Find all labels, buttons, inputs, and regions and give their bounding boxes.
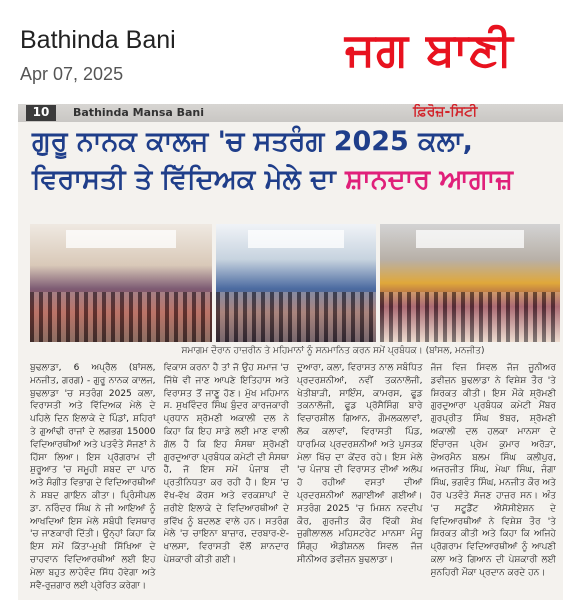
photo-crowd: [30, 292, 212, 342]
headline-line-2-accent: ਸ਼ਾਨਦਾਰ ਆਗਾਜ਼: [345, 164, 513, 195]
section-name: Bathinda Mansa Bani: [73, 106, 205, 119]
article-body: [30, 362, 556, 600]
newspaper-clipping: [18, 104, 563, 600]
headline-line-2-main: ਵਿਰਾਸਤੀ ਤੇ ਵਿੱਦਿਅਕ ਮੇਲੇ ਦਾ: [32, 164, 346, 195]
photo-crowd: [380, 292, 560, 342]
photo-banner: [248, 230, 344, 248]
event-photo-audience: [30, 224, 212, 342]
photo-crowd: [216, 292, 376, 342]
event-photo-stage: [380, 224, 560, 342]
app-header: [0, 0, 563, 104]
photo-caption: ਸਮਾਗਮ ਦੌਰਾਨ ਹਾਜ਼ਰੀਨ ਤੇ ਮਹਿਮਾਨਾਂ ਨੂੰ ਸਨਮਾਨਿਤ ਕਰਨ ਸਮੇਂ ਪ੍ਰਬੰਧਕ। (ਬਾਂਸਲ, ਮਨਜੀਤ): [181, 346, 485, 356]
page-number: 10: [26, 105, 56, 121]
event-photo-hall: [216, 224, 376, 342]
article-column-1: ਬੁਢਲਾਡਾ, 6 ਅਪ੍ਰੈਲ (ਬਾਂਸਲ, ਮਨਜੀਤ, ਗਰਗ) - ਗੁਰੂ ਨਾਨਕ ਕਾਲਜ, ਬੁਢਲਾਡਾ 'ਚ ਸਤਰੰਗ 2025 ਕਲਾ, ਵਿਰਾਸਤੀ ਅਤੇ ਵਿੱਦਿਅਕ ਮੇਲੇ ਦੇ ਪਹਿਲੇ ਦਿਨ ਇਲਾਕੇ ਦੇ ਪਿੰਡਾਂ, ਸ਼ਹਿਰਾਂ ਤੇ ਗੁਆਂਢੀ ਰਾਜਾਂ ਦੇ ਲਗਭਗ 15000 ਵਿਦਿਆਰਥੀਆਂ ਅਤੇ ਪਤਵੰਤੇ ਸੱਜਣਾਂ ਨੇ ਹਿੱਸਾ ਲਿਆ। ਇਸ ਪ੍ਰੋਗਰਾਮ ਦੀ ਸ਼ੁਰੂਆਤ 'ਚ ਸਮੂਹੀ ਸ਼ਬਦ ਦਾ ਪਾਠ ਅਤੇ ਸੰਗੀਤ ਵਿਭਾਗ ਦੇ ਵਿਦਿਆਰਥੀਆਂ ਨੇ ਸ਼ਬਦ ਗਾਇਨ ਕੀਤਾ। ਪ੍ਰਿੰਸੀਪਲ ਡਾ. ਨਰਿੰਦਰ ਸਿੰਘ ਨੇ ਜੀ ਆਇਆਂ ਨੂੰ ਆਖਦਿਆਂ ਇਸ ਮੇਲੇ ਸਬੰਧੀ ਵਿਸਥਾਰ 'ਚ ਜਾਣਕਾਰੀ ਦਿੱਤੀ। ਉਨ੍ਹਾਂ ਕਿਹਾ ਕਿ ਇਸ ਸਮੇਂ ਕਿੱਤਾ-ਮੁਖੀ ਸਿੱਖਿਆ ਦੇ ਚਾਹਵਾਨ ਵਿਦਿਆਰਥੀਆਂ ਲਈ ਇਹ ਮੇਲਾ ਬਹੁਤ ਲਾਹੇਵੰਦ ਸਿੱਧ ਹੋਵੇਗਾ ਅਤੇ ਸਵੈ-ਰੁਜ਼ਗਾਰ ਲਈ ਪ੍ਰੇਰਿਤ ਕਰੇਗਾ।: [30, 363, 156, 591]
article-column-2: ਵਿਕਾਸ ਕਰਨਾ ਹੈ ਤਾਂ ਜੋ ਉਹ ਸਮਾਜ 'ਚ ਜਿੱਥੇ ਵੀ ਜਾਣ ਆਪਣੇ ਇਤਿਹਾਸ ਅਤੇ ਵਿਰਾਸਤ ਤੋਂ ਜਾਣੂ ਹੋਣ। ਮੁੱਖ ਮਹਿਮਾਨ ਸ. ਸੁਖਵਿੰਦਰ ਸਿੰਘ ਬੁੰਦਰ ਕਾਰਜਕਾਰੀ ਪ੍ਰਧਾਨ ਸ਼੍ਰੋਮਣੀ ਅਕਾਲੀ ਦਲ ਨੇ ਕਿਹਾ ਕਿ ਇਹ ਸਾਡੇ ਲਈ ਮਾਣ ਵਾਲੀ ਗੱਲ ਹੈ ਕਿ ਇਹ ਸੰਸਥਾ ਸ਼੍ਰੋਮਣੀ ਗੁਰਦੁਆਰਾ ਪ੍ਰਬੰਧਕ ਕਮੇਟੀ ਦੀ ਸੰਸਥਾ ਹੈ, ਜੋ ਇਸ ਸਮੇਂ ਪੰਜਾਬ ਦੀ ਪ੍ਰਤੀਨਿਧਤਾ ਕਰ ਰਹੀ ਹੈ। ਇਸ 'ਚ ਵੱਖ-ਵੱਖ ਕੋਰਸ ਅਤੇ ਵਰਕਸ਼ਾਪਾਂ ਦੇ ਜ਼ਰੀਏ ਇਲਾਕੇ ਦੇ ਵਿਦਿਆਰਥੀਆਂ ਦੇ ਭਵਿੱਖ ਨੂੰ ਬਦਲਣ ਵਾਲੇ ਹਨ। ਸਤਰੰਗ ਮੇਲੇ 'ਚ ਚਾਇਨਾ ਬਾਜ਼ਾਰ, ਦਰਬਾਰ-ਏ-ਖਾਲਸਾ, ਵਿਰਾਸਤੀ ਵੱਲੋਂ ਸ਼ਾਨਦਾਰ ਪੇਸ਼ਕਾਰੀ ਕੀਤੀ ਗਈ।: [163, 363, 289, 565]
photo-banner: [416, 230, 524, 248]
section-tag: ਫ਼ਿਰੋਜ਼-ਸਿਟੀ: [413, 104, 478, 120]
article-column-4: ਜੱਜ ਵਿਜ ਸਿਵਲ ਜੱਜ ਜੂਨੀਅਰ ਡਵੀਜ਼ਨ ਬੁਢਲਾਡਾ ਨੇ ਵਿਸ਼ੇਸ਼ ਤੌਰ 'ਤੇ ਸ਼ਿਰਕਤ ਕੀਤੀ। ਇਸ ਮੌਕੇ ਸ਼੍ਰੋਮਣੀ ਗੁਰਦੁਆਰਾ ਪ੍ਰਬੰਧਕ ਕਮੇਟੀ ਮੈਂਬਰ ਗੁਰਪ੍ਰੀਤ ਸਿੰਘ ਝੱਬਰ, ਸ਼੍ਰੋਮਣੀ ਅਕਾਲੀ ਦਲ ਹਲਕਾ ਮਾਨਸਾ ਦੇ ਇੰਚਾਰਜ ਪ੍ਰੇਮ ਕੁਮਾਰ ਅਰੋੜਾ, ਚੇਅਰਮੈਨ ਬਲਮ ਸਿੰਘ ਕਲੀਪੁਰ, ਅਜਰਜੀਤ ਸਿੰਘ, ਮੇਘਾ ਸਿੰਘ, ਜੰਗਾ ਸਿੰਘ, ਭਗਵੰਤ ਸਿੰਘ, ਮਨਜੀਤ ਕੌਰ ਅਤੇ ਹੋਰ ਪਤਵੰਤੇ ਸੱਜਣ ਹਾਜ਼ਰ ਸਨ। ਅੰਤ 'ਚ ਸਟੂਡੈਂਟ ਐਸੋਸੀਏਸ਼ਨ ਦੇ ਵਿਦਿਆਰਥੀਆਂ ਨੇ ਵਿਸ਼ੇਸ਼ ਤੌਰ 'ਤੇ ਸ਼ਿਰਕਤ ਕੀਤੀ ਅਤੇ ਕਿਹਾ ਕਿ ਅਜਿਹੇ ਪ੍ਰੋਗਰਾਮ ਵਿਦਿਆਰਥੀਆਂ ਨੂੰ ਆਪਣੀ ਕਲਾ ਅਤੇ ਗਿਆਨ ਦੀ ਪੇਸ਼ਕਾਰੀ ਲਈ ਸੁਨਹਿਰੀ ਮੌਕਾ ਪ੍ਰਦਾਨ ਕਰਦੇ ਹਨ।: [430, 363, 556, 578]
publish-date: Apr 07, 2025: [20, 64, 124, 84]
photo-banner: [66, 230, 175, 248]
headline-line-1: ਗੁਰੂ ਨਾਨਕ ਕਾਲਜ 'ਚ ਸਤਰੰਗ 2025 ਕਲਾ,: [32, 126, 473, 157]
article-column-3: ਦੁਆਰਾ, ਕਲਾ, ਵਿਰਾਸਤ ਨਾਲ ਸਬੰਧਿਤ ਪ੍ਰਦਰਸ਼ਨੀਆਂ, ਨਵੀਂ ਤਕਨਾਲੋਜੀ, ਖੇਤੀਬਾੜੀ, ਸਾਇੰਸ, ਕਾਮਰਸ, ਫੂਡ ਤਕਨਾਲੋਜੀ, ਫੂਡ ਪ੍ਰੋਸੈਸਿੰਗ ਬਾਰੇ ਵਿਚਾਰਸ਼ੀਲ ਗਿਆਨ, ਗੌਮਲਕਲਾਵਾਂ, ਲੋਕ ਕਲਾਵਾਂ, ਵਿਰਾਸਤੀ ਪਿੰਡ, ਧਾਰਮਿਕ ਪ੍ਰਦਰਸ਼ਨੀਆਂ ਅਤੇ ਪੁਸਤਕ ਮੇਲਾ ਖਿੱਚ ਦਾ ਕੇਂਦਰ ਰਹੇ। ਇਸ ਮੇਲੇ 'ਚ ਪੰਜਾਬ ਦੀ ਵਿਰਾਸਤ ਦੀਆਂ ਅਲੋਪ ਹੋ ਰਹੀਆਂ ਵਸਤਾਂ ਦੀਆਂ ਪ੍ਰਦਰਸ਼ਨੀਆਂ ਲਗਾਈਆਂ ਗਈਆਂ। ਸਤਰੰਗ 2025 'ਚ ਮਿਸ਼ਨ ਨਵਦੀਪ ਕੌਰ, ਗੁਰਜੀਤ ਕੌਰ ਵਿੱਕੀ ਸ਼ੇਖ ਜੁਗੀਲਾਲਲ ਮਹਿਸਟਰੇਟ ਮਾਨਸਾ ਮੰਜੂ ਸਿੰਗ੍ਹ ਐਡੀਸ਼ਨਲ ਸਿਵਲ ਜੱਜ ਸੀਨੀਅਰ ਡਵੀਜ਼ਨ ਬੁਢਲਾਡਾ।: [297, 363, 423, 565]
headline-line-2: [32, 164, 513, 196]
site-name[interactable]: Bathinda Bani: [20, 26, 176, 54]
page-strip: [18, 104, 563, 122]
jagbani-logo[interactable]: ਜਗ ਬਾਣੀ: [345, 22, 514, 76]
